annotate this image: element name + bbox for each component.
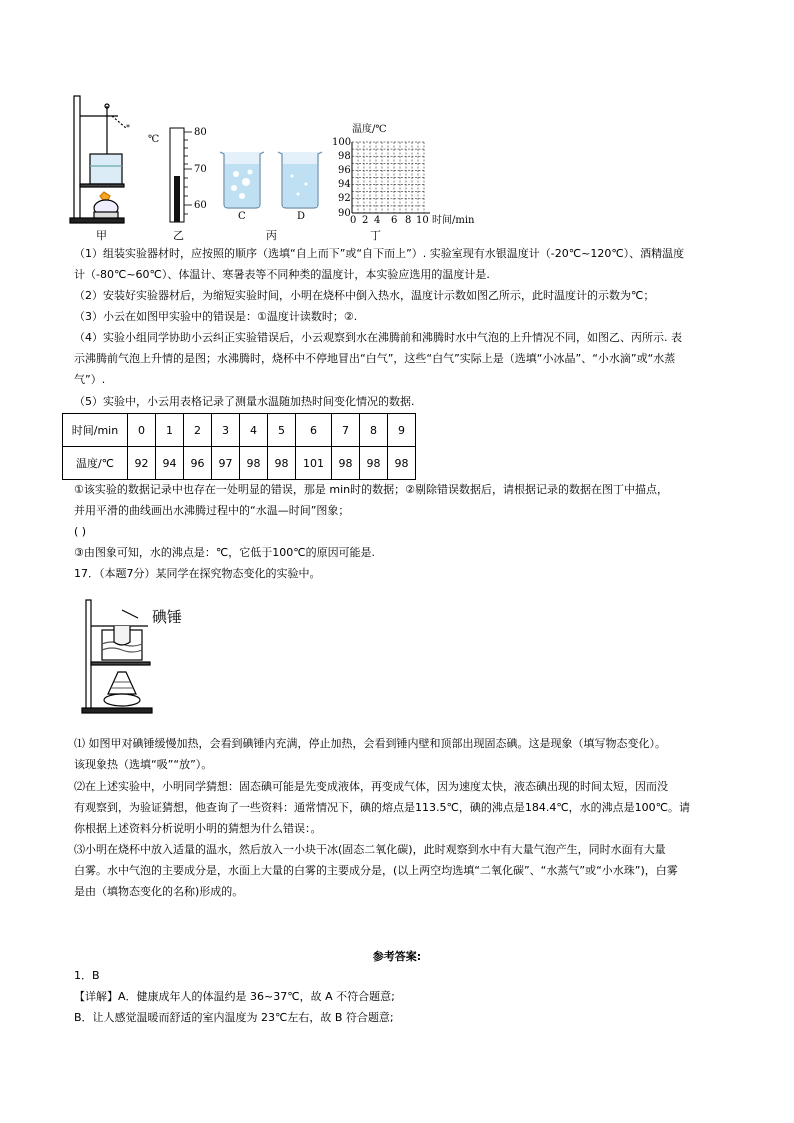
q17-p3c: 是由（填物态变化的名称)形成的。	[74, 885, 244, 898]
q16-p3: （3）小云在如图甲实验中的错误是：①温度计读数时；②.	[74, 310, 358, 323]
q16-p4a: （4）实验小组同学协助小云纠正实验错误后，小云观察到水在沸腾前和沸腾时水中气泡的上升情况不同，如图乙、丙所示. 表	[74, 331, 682, 344]
table-cell: 9	[388, 414, 416, 447]
graph-ytick-96: 96	[338, 165, 351, 176]
table-cell: 92	[128, 447, 156, 480]
table-cell: 5	[268, 414, 296, 447]
thermo-tick-80: 80	[194, 127, 207, 138]
caption-ding: 丁	[370, 229, 381, 242]
graph-xlabel: 时间/min	[432, 215, 475, 226]
table-cell: 3	[212, 414, 240, 447]
q17-p3b: 白雾。水中气泡的主要成分是，水面上大量的白雾的主要成分是，(以上两空均选填“二氧化碳”、“水蒸气”或“小水珠”)，白雾	[74, 864, 678, 877]
table-cell: 4	[240, 414, 268, 447]
q17-p1b: 该现象热（选填“吸”“放”）。	[74, 758, 213, 771]
caption-bing: 丙	[266, 229, 277, 242]
q17-p2b: 有观察到，为验证猜想，他查询了一些资料：通常情况下，碘的熔点是113.5℃，碘的沸点是184.4℃，水的沸点是100℃。请	[74, 801, 691, 814]
figure-2-iodine-apparatus	[78, 596, 208, 724]
q16-s1b: 并用平滑的曲线画出水沸腾过程中的“水温—时间”图象；	[74, 504, 350, 517]
beaker-d-label: D	[297, 211, 306, 222]
answers-title: 参考答案:	[372, 950, 422, 963]
q16-p4c: 气”）.	[74, 373, 106, 386]
table-cell: 6	[296, 414, 332, 447]
beaker-c	[220, 152, 264, 222]
graph-xtick-2: 2	[362, 215, 369, 226]
graph-ytick-98: 98	[338, 151, 351, 162]
q17-p2a: ⑵在上述实验中，小明同学猜想：固态碘可能是先变成液体，再变成气体，因为速度太快，液态碘出现的时间太短，因而没	[74, 780, 668, 793]
table-cell: 94	[156, 447, 184, 480]
table-cell: 96	[184, 447, 212, 480]
caption-yi: 乙	[173, 229, 184, 242]
q16-p1a: （1）组装实验器材时，应按照的顺序（选填“自上而下”或“自下而上”）. 实验室现有水银温度计（-20℃~120℃）、酒精温度	[74, 247, 685, 260]
q17-p3a: ⑶小明在烧杯中放入适量的温水，然后放入一小块干冰(固态二氧化碳)，此时观察到水中有大量气泡产生，同时水面有大量	[74, 843, 666, 856]
graph-xtick-6: 6	[391, 215, 398, 226]
table-cell: 98	[240, 447, 268, 480]
table-row-time	[63, 414, 416, 447]
answer-detail-a: 【详解】A．健康成年人的体温约是 36~37℃，故 A 不符合题意;	[74, 990, 395, 1003]
table-header-time: 时间/min	[63, 414, 128, 447]
thermometer-diagram	[148, 127, 207, 222]
temperature-time-graph	[332, 122, 475, 226]
table-cell: 98	[332, 447, 360, 480]
q16-p5: （5）实验中，小云用表格记录了测量水温随加热时间变化情况的数据.	[74, 395, 415, 408]
graph-ytick-92: 92	[338, 193, 351, 204]
table-row-temp	[63, 447, 416, 480]
thermo-tick-60: 60	[194, 200, 207, 211]
graph-ylabel: 温度/℃	[352, 124, 387, 135]
table-cell: 0	[128, 414, 156, 447]
table-cell: 101	[296, 447, 332, 480]
answer-1: 1．B	[74, 969, 100, 982]
q16-s3: ③由图象可知，水的沸点是：℃，它低于100℃的原因可能是.	[74, 546, 376, 559]
graph-ytick-90: 90	[338, 208, 351, 219]
q16-p4b: 示沸腾前气泡上升情的是图；水沸腾时，烧杯中不停地冒出“白气”，这些“白气”实际上是（选填“小冰晶”、“小水滴”或“水蒸	[74, 352, 676, 365]
table-header-temp: 温度/℃	[63, 447, 128, 480]
beaker-c-label: C	[238, 211, 246, 222]
figure-1-apparatus	[60, 92, 500, 242]
table-cell: 98	[268, 447, 296, 480]
data-table	[62, 413, 416, 480]
table-cell: 98	[360, 447, 388, 480]
graph-xtick-0: 0	[350, 215, 357, 226]
table-cell: 98	[388, 447, 416, 480]
graph-ytick-94: 94	[338, 179, 351, 190]
caption-jia: 甲	[96, 229, 107, 242]
table-cell: 8	[360, 414, 388, 447]
table-cell: 2	[184, 414, 212, 447]
thermo-tick-70: 70	[194, 164, 207, 175]
table-cell: 7	[332, 414, 360, 447]
q17-p1a: ⑴ 如图甲对碘锤缓慢加热，会看到碘锤内充满，停止加热，会看到锤内壁和顶部出现固态碘。这是现象（填写物态变化）。	[74, 737, 666, 750]
stand-diagram	[70, 96, 130, 223]
table-cell: 1	[156, 414, 184, 447]
svg-text:*: *	[126, 123, 130, 132]
table-cell: 97	[212, 447, 240, 480]
graph-xtick-4: 4	[374, 215, 381, 226]
thermo-unit: ℃	[148, 134, 160, 145]
q16-answer-blank: ( )	[74, 525, 87, 538]
q16-s1a: ①该实验的数据记录中也存在一处明显的错误，那是 min时的数据；②剔除错误数据后，请根据记录的数据在图丁中描点，	[74, 483, 668, 496]
beaker-d	[278, 152, 322, 222]
graph-ytick-100: 100	[332, 137, 352, 148]
q16-p2: （2）安装好实验器材后，为缩短实验时间，小明在烧杯中倒入热水，温度计示数如图乙所示，此时温度计的示数为℃；	[74, 289, 655, 302]
figure-2-label: 碘锤	[152, 608, 183, 626]
q16-p1b: 计（-80℃~60℃）、体温计、寒暑表等不同种类的温度计，本实验应选用的温度计是.	[74, 268, 490, 281]
q17-title: 17．（本题7分）某同学在探究物态变化的实验中。	[74, 567, 321, 580]
q17-p2c: 你根据上述资料分析说明小明的猜想为什么错误：。	[74, 822, 322, 835]
graph-xtick-8: 8	[405, 215, 412, 226]
graph-xtick-10: 10	[416, 215, 429, 226]
answer-detail-b: B．让人感觉温暖而舒适的室内温度为 23℃左右，故 B 符合题意;	[74, 1011, 394, 1024]
